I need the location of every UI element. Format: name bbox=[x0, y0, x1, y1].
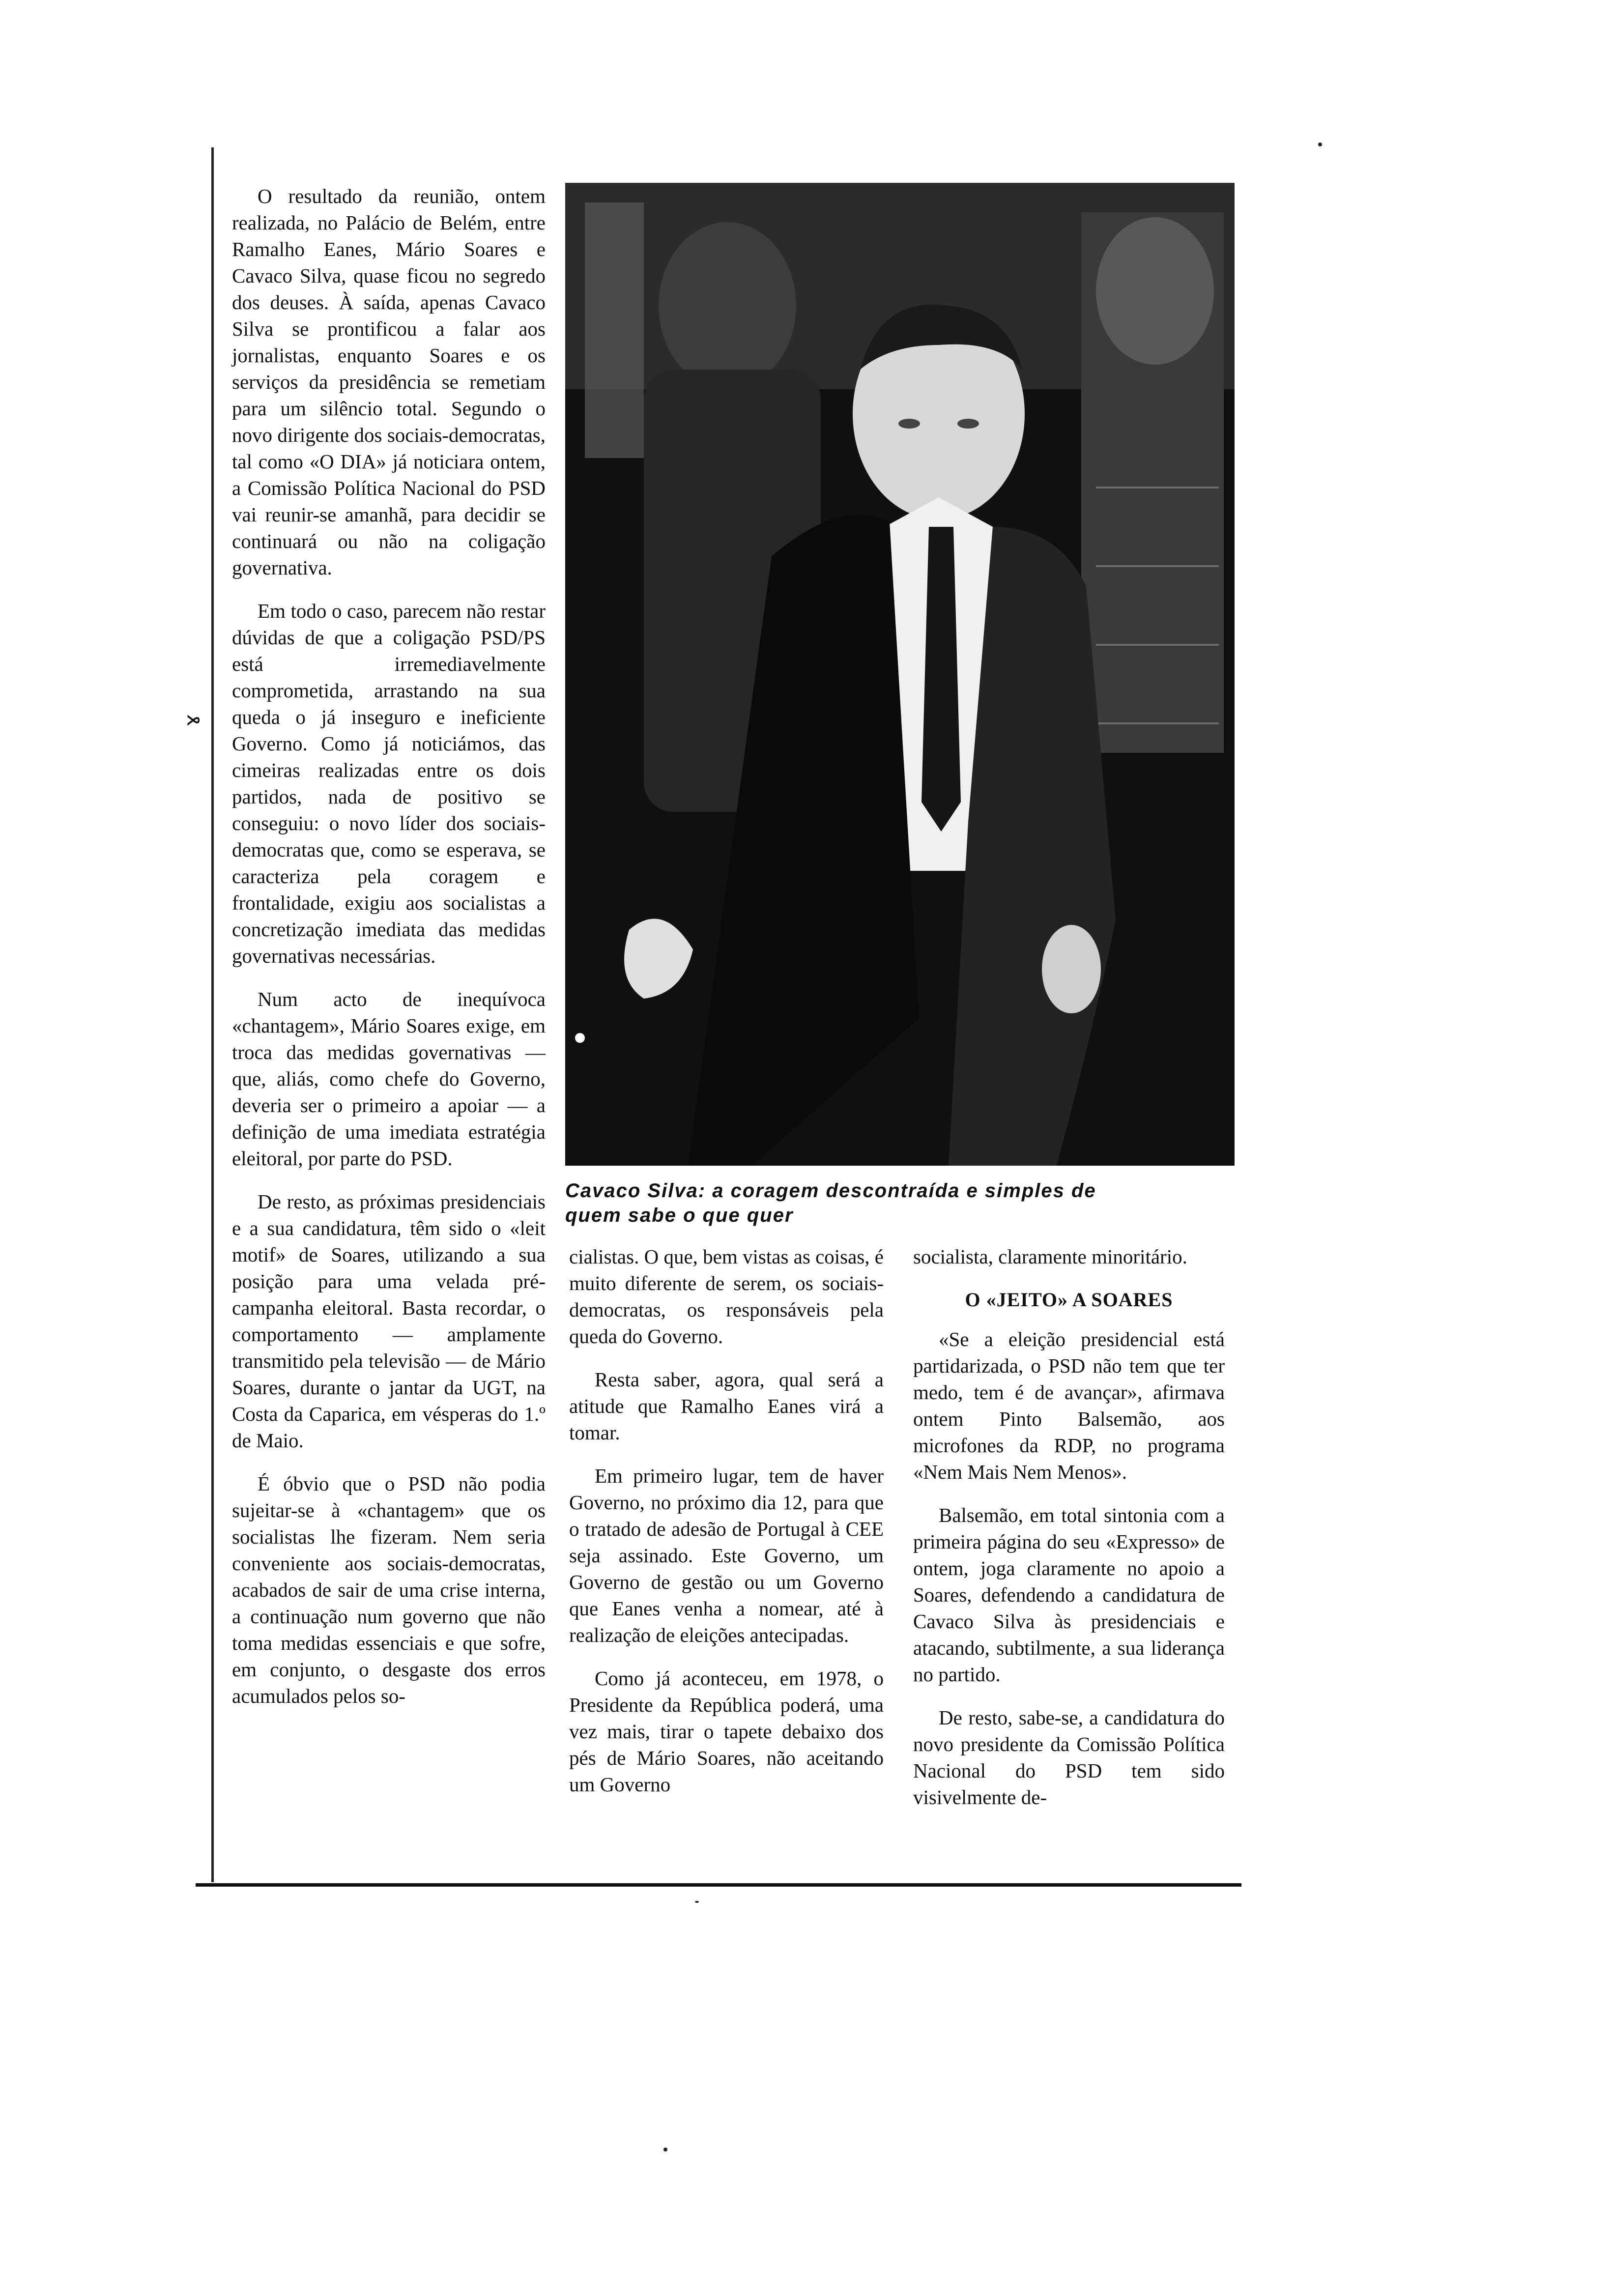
paragraph: Em todo o caso, parecem não restar dúvidas de que a coligação PSD/PS está irremediavelmente comprometida, arrastando na sua queda o já inseguro e ineficiente Governo. Como já noticiámos, das cimeiras realizadas entre os dois partidos, nada de positivo se conseguiu: o novo líder dos sociais-democratas que, como se esperava, se caracteriza pela coragem e frontalidade, exigiu aos socialistas a concretização imediata das medidas governativas necessárias. bbox=[232, 600, 546, 967]
scan-speck bbox=[663, 2148, 667, 2152]
photo-illustration bbox=[565, 183, 1235, 1166]
scan-speck bbox=[1318, 143, 1322, 146]
caption-line: quem sabe o que quer bbox=[565, 1205, 794, 1226]
paragraph: O resultado da reunião, ontem realizada, no Palácio de Belém, entre Ramalho Eanes, Mário Soares e Cavaco Silva, quase ficou no segredo dos deuses. À saída, apenas Cavaco Silva se prontificou a falar aos jornalistas, enquanto Soares e os serviços da presidência se remetiam para um silêncio total. Segundo o novo dirigente dos sociais-democratas, tal como «O DIA» já noticiara ontem, a Comissão Política Nacional do PSD vai reunir-se amanhã, para decidir se continuará ou não na coligação governativa. bbox=[232, 185, 546, 579]
section-subheading: O «JEITO» A SOARES bbox=[965, 1289, 1173, 1311]
paragraph: É óbvio que o PSD não podia sujeitar-se à «chantagem» que os socialistas lhe fizeram. Nem seria conveniente aos sociais-democratas, acabados de sair de uma crise interna, a continuação num governo que não toma medidas essenciais e que sofre, em conjunto, o desgaste dos erros acumulados pelos so- bbox=[232, 1472, 546, 1707]
paragraph: De resto, sabe-se, a candidatura do novo presidente da Comissão Política Nacional do PSD tem sido visivelmente de- bbox=[913, 1706, 1225, 1808]
paragraph: Num acto de inequívoca «chantagem», Mário Soares exige, em troca das medidas governativas — que, aliás, como chefe do Governo, deveria ser o primeiro a apoiar — a definição de uma imediata estratégia eleitoral, por parte do PSD. bbox=[232, 988, 546, 1170]
paragraph: Balsemão, em total sintonia com a primeira página do seu «Expresso» de ontem, joga claramente no apoio a Soares, defendendo a candidatura de Cavaco Silva às presidenciais e atacando, subtilmente, a sua liderança no partido. bbox=[913, 1504, 1225, 1686]
scan-speck bbox=[695, 1901, 699, 1903]
paragraph: De resto, as próximas presidenciais e a sua candidatura, têm sido o «leit motif» de Soares, utilizando a sua posição para uma velada pré-campanha eleitoral. Basta recordar, o comportamento — amplamente transmitido pela televisão — de Mário Soares, durante o jantar da UGT, na Costa da Caparica, em vésperas do 1.º de Maio. bbox=[232, 1190, 546, 1452]
caption-line: Cavaco Silva: a coragem descontraída e simples de bbox=[565, 1180, 1096, 1202]
middle-text-column bbox=[569, 1243, 884, 1814]
paragraph: Em primeiro lugar, tem de haver Governo, no próximo dia 12, para que o tratado de adesão de Portugal à CEE seja assinado. Este Governo, um Governo de gestão ou um Governo que Eanes venha a nomear, até à realização de eleições antecipadas. bbox=[569, 1464, 884, 1646]
paragraph: socialista, claramente minoritário. bbox=[913, 1245, 1187, 1268]
left-margin-rule bbox=[211, 147, 214, 1882]
paragraph: «Se a eleição presidencial está partidarizada, o PSD não tem que ter medo, tem é de avançar», afirmava ontem Pinto Balsemão, aos microfones da RDP, no programa «Nem Mais Nem Menos». bbox=[913, 1328, 1225, 1483]
left-text-column bbox=[232, 183, 546, 1726]
right-text-column bbox=[913, 1243, 1225, 1827]
bottom-rule bbox=[196, 1883, 1241, 1887]
photo-caption bbox=[565, 1178, 1253, 1228]
news-photo bbox=[565, 183, 1235, 1166]
paragraph: Como já aconteceu, em 1978, o Presidente da República poderá, uma vez mais, tirar o tapete debaixo dos pés de Mário Soares, não aceitando um Governo bbox=[569, 1667, 884, 1796]
margin-handwritten-mark: ɤ bbox=[179, 714, 205, 727]
paragraph: cialistas. O que, bem vistas as coisas, é muito diferente de serem, os sociais-democratas, os responsáveis pela queda do Governo. bbox=[569, 1245, 884, 1348]
paragraph: Resta saber, agora, qual será a atitude que Ramalho Eanes virá a tomar. bbox=[569, 1368, 884, 1444]
